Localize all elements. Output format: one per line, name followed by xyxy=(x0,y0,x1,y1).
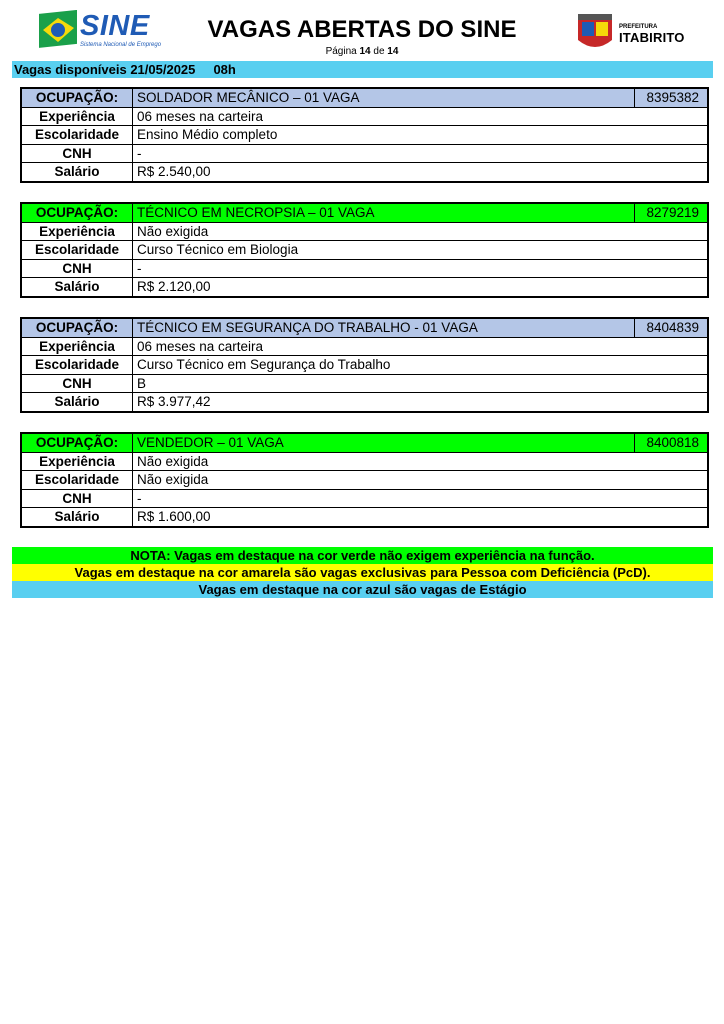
job-header-row xyxy=(21,433,708,452)
cnh-row xyxy=(21,144,708,163)
sine-logo-text: SINE xyxy=(80,10,150,42)
salario-label: Salário xyxy=(21,163,133,182)
escolaridade-label: Escolaridade xyxy=(21,126,133,145)
page-sep: de xyxy=(373,46,385,57)
cnh-value: - xyxy=(133,144,709,163)
salario-value: R$ 1.600,00 xyxy=(133,508,709,527)
job-code: 8395382 xyxy=(635,88,709,107)
job-table xyxy=(20,317,709,413)
job-header-row xyxy=(21,318,708,337)
sine-logo-subtitle: Sistema Nacional de Emprego xyxy=(80,42,162,48)
experiencia-value: Não exigida xyxy=(133,222,709,241)
job-title: SOLDADOR MECÂNICO – 01 VAGA xyxy=(133,88,635,107)
page-total: 14 xyxy=(387,46,399,57)
escolaridade-row xyxy=(21,471,708,490)
cnh-row xyxy=(21,489,708,508)
escolaridade-label: Escolaridade xyxy=(21,356,133,375)
cnh-row xyxy=(21,374,708,393)
salario-label: Salário xyxy=(21,508,133,527)
notes xyxy=(12,547,713,598)
salario-label: Salário xyxy=(21,278,133,297)
cnh-label: CNH xyxy=(21,144,133,163)
prefeitura-label: PREFEITURA xyxy=(619,24,658,30)
salario-row xyxy=(21,278,708,297)
salario-value: R$ 2.540,00 xyxy=(133,163,709,182)
experiencia-value: 06 meses na carteira xyxy=(133,337,709,356)
note-green: NOTA: Vagas em destaque na cor verde não exigem experiência na função. xyxy=(12,547,713,564)
experiencia-label: Experiência xyxy=(21,337,133,356)
job-code: 8404839 xyxy=(635,318,709,337)
ocupacao-label: OCUPAÇÃO: xyxy=(21,318,133,337)
job-code: 8279219 xyxy=(635,203,709,222)
job-table xyxy=(20,87,709,183)
prefeitura-city: ITABIRITO xyxy=(619,30,685,45)
experiencia-label: Experiência xyxy=(21,107,133,126)
ocupacao-label: OCUPAÇÃO: xyxy=(21,433,133,452)
cnh-value: B xyxy=(133,374,709,393)
cnh-label: CNH xyxy=(21,489,133,508)
salario-value: R$ 3.977,42 xyxy=(133,393,709,412)
experiencia-label: Experiência xyxy=(21,222,133,241)
escolaridade-value: Curso Técnico em Segurança do Trabalho xyxy=(133,356,709,375)
note-blue: Vagas em destaque na cor azul são vagas de Estágio xyxy=(12,581,713,598)
page-prefix: Página xyxy=(325,46,357,57)
escolaridade-label: Escolaridade xyxy=(21,241,133,260)
job-title: TÉCNICO EM NECROPSIA – 01 VAGA xyxy=(133,203,635,222)
date-bar: Vagas disponíveis 21/05/2025 08h xyxy=(12,61,713,78)
ocupacao-label: OCUPAÇÃO: xyxy=(21,88,133,107)
escolaridade-value: Curso Técnico em Biologia xyxy=(133,241,709,260)
note-yellow: Vagas em destaque na cor amarela são vagas exclusivas para Pessoa com Deficiência (PcD). xyxy=(12,564,713,581)
cnh-label: CNH xyxy=(21,259,133,278)
salario-row xyxy=(21,393,708,412)
escolaridade-value: Ensino Médio completo xyxy=(133,126,709,145)
ocupacao-label: OCUPAÇÃO: xyxy=(21,203,133,222)
salario-row xyxy=(21,163,708,182)
salario-row xyxy=(21,508,708,527)
escolaridade-label: Escolaridade xyxy=(21,471,133,490)
job-title: VENDEDOR – 01 VAGA xyxy=(133,433,635,452)
experiencia-row xyxy=(21,107,708,126)
job-table xyxy=(20,202,709,298)
job-title: TÉCNICO EM SEGURANÇA DO TRABALHO - 01 VAGA xyxy=(133,318,635,337)
experiencia-value: 06 meses na carteira xyxy=(133,107,709,126)
experiencia-value: Não exigida xyxy=(133,452,709,471)
cnh-label: CNH xyxy=(21,374,133,393)
page-title: VAGAS ABERTAS DO SINE xyxy=(207,16,517,43)
job-table xyxy=(20,432,709,528)
salario-label: Salário xyxy=(21,393,133,412)
experiencia-label: Experiência xyxy=(21,452,133,471)
experiencia-row xyxy=(21,452,708,471)
job-code: 8400818 xyxy=(635,433,709,452)
experiencia-row xyxy=(21,337,708,356)
cnh-value: - xyxy=(133,259,709,278)
escolaridade-value: Não exigida xyxy=(133,471,709,490)
cnh-row xyxy=(21,259,708,278)
escolaridade-row xyxy=(21,356,708,375)
job-header-row xyxy=(21,88,708,107)
escolaridade-row xyxy=(21,241,708,260)
page-current: 14 xyxy=(359,46,371,57)
escolaridade-row xyxy=(21,126,708,145)
job-header-row xyxy=(21,203,708,222)
salario-value: R$ 2.120,00 xyxy=(133,278,709,297)
page-header xyxy=(0,0,724,60)
experiencia-row xyxy=(21,222,708,241)
cnh-value: - xyxy=(133,489,709,508)
